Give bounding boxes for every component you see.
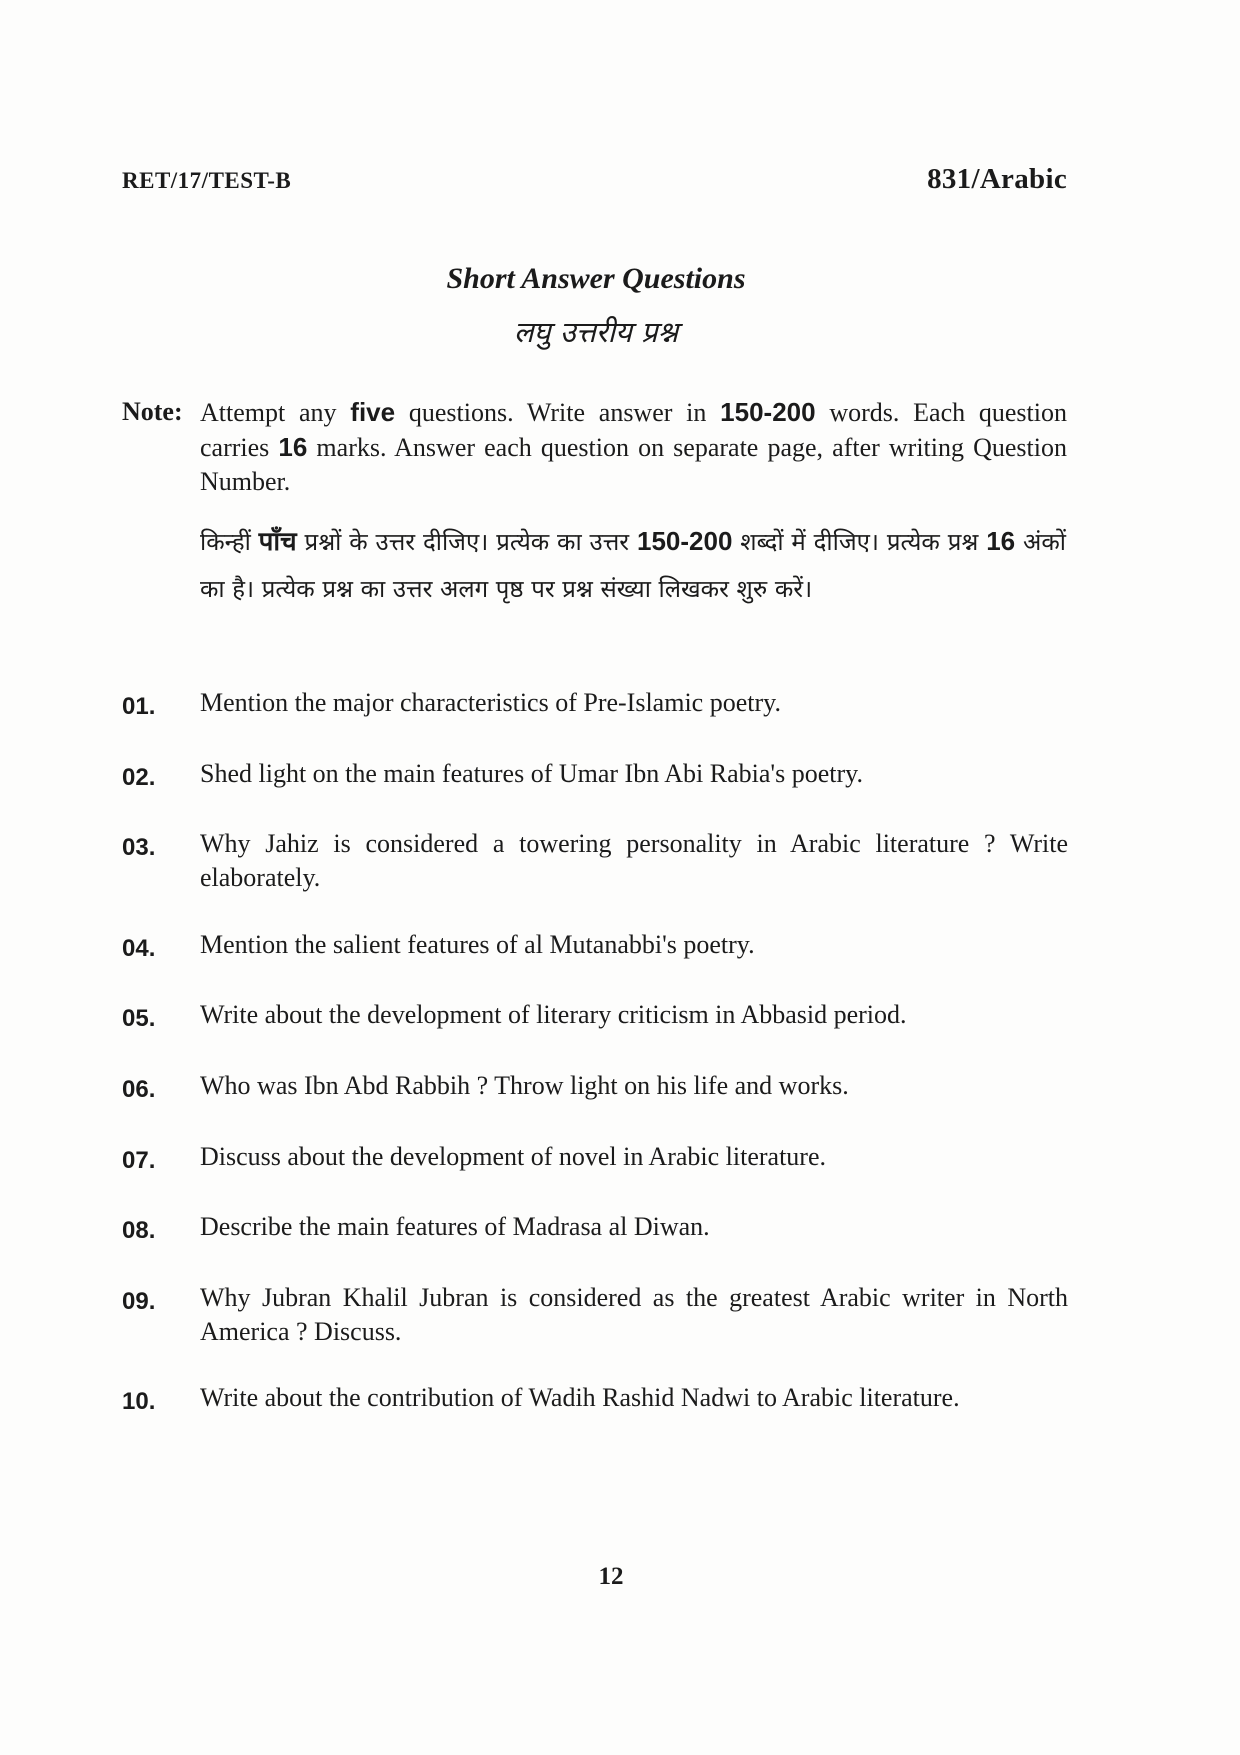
section-title: Short Answer Questions xyxy=(446,262,746,295)
note-bold-words: 150-200 xyxy=(720,397,816,427)
note-hindi-bold-words: 150-200 xyxy=(636,526,733,556)
question-text: Describe the main features of Madrasa al Diwan. xyxy=(200,1212,710,1241)
note-hindi xyxy=(200,518,1066,613)
test-code: RET/17/TEST-B xyxy=(122,168,292,193)
question-number: 02. xyxy=(122,764,156,791)
question-number: 08. xyxy=(122,1217,156,1244)
note-hindi-part: अंकों का है। प्रत्येक प्रश्न का उत्तर अलग पृष्ठ पर प्रश्न संख्या लिखकर शुरु करें। xyxy=(200,528,1066,603)
question-number: 04. xyxy=(122,935,156,962)
section-title-hindi: लघु उत्तरीय प्रश्न xyxy=(513,315,679,349)
question-number: 01. xyxy=(122,693,156,720)
question-text: Write about the contribution of Wadih Rashid Nadwi to Arabic literature. xyxy=(200,1383,960,1412)
question-item xyxy=(122,998,1068,1032)
note-text-part: Attempt any xyxy=(200,398,351,427)
subject-code: 831/Arabic xyxy=(927,163,1067,195)
note-bold-count: five xyxy=(350,397,396,427)
note-text-part: questions. Write answer in xyxy=(395,398,721,427)
note-bold-marks: 16 xyxy=(278,432,308,462)
question-number: 07. xyxy=(122,1147,156,1174)
question-item xyxy=(122,1281,1068,1349)
note-hindi-part: शब्दों में दीजिए। प्रत्येक प्रश्न xyxy=(732,528,987,556)
question-item xyxy=(122,1069,1068,1103)
question-number: 10. xyxy=(122,1388,156,1415)
question-text: Why Jubran Khalil Jubran is considered as the greatest Arabic writer in North America ? Discuss. xyxy=(200,1283,1068,1346)
question-item xyxy=(122,1140,1068,1174)
note-text-part: marks. Answer each question on separate page, after writing Question Number. xyxy=(200,433,1067,496)
question-number: 06. xyxy=(122,1076,156,1103)
page-number: 12 xyxy=(598,1563,624,1590)
question-item xyxy=(122,827,1068,895)
question-item xyxy=(122,757,1068,791)
question-text: Shed light on the main features of Umar Ibn Abi Rabia's poetry. xyxy=(200,759,863,788)
question-text: Who was Ibn Abd Rabbih ? Throw light on his life and works. xyxy=(200,1071,849,1100)
note-english xyxy=(122,395,1067,499)
question-text: Write about the development of literary criticism in Abbasid period. xyxy=(200,1000,907,1029)
question-item xyxy=(122,686,1068,720)
question-number: 09. xyxy=(122,1288,156,1315)
note-hindi-part: किन्हीं xyxy=(200,528,259,556)
note-hindi-bold-count: पाँच xyxy=(258,526,297,556)
note-label: Note: xyxy=(122,397,183,426)
question-number: 03. xyxy=(122,834,156,861)
note-text xyxy=(200,395,1067,499)
question-text: Mention the salient features of al Mutanabbi's poetry. xyxy=(200,930,755,959)
question-number: 05. xyxy=(122,1005,156,1032)
question-item xyxy=(122,928,1068,962)
question-item xyxy=(122,1381,1068,1415)
question-item xyxy=(122,1210,1068,1244)
note-text-part: words. Each question carries xyxy=(200,398,1067,462)
note-hindi-bold-marks: 16 xyxy=(986,526,1016,556)
question-text: Mention the major characteristics of Pre-Islamic poetry. xyxy=(200,688,781,717)
question-text: Discuss about the development of novel in Arabic literature. xyxy=(200,1142,826,1171)
question-text: Why Jahiz is considered a towering personality in Arabic literature ? Write elaborately. xyxy=(200,829,1068,892)
note-hindi-part: प्रश्नों के उत्तर दीजिए। प्रत्येक का उत्तर xyxy=(296,528,637,556)
